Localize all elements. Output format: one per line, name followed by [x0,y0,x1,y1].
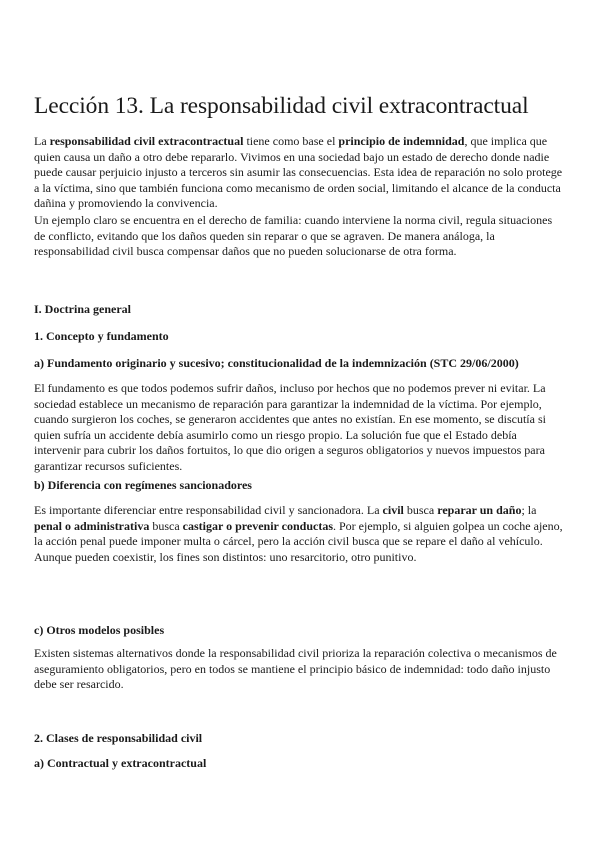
page-title: Lección 13. La responsabilidad civil extracontractual [34,93,529,119]
bold-term: responsabilidad civil extracontractual [49,134,244,148]
text-run: ; la [521,503,537,517]
text-run: busca [403,503,438,517]
subsubsection-heading: b) Diferencia con regímenes sancionadores [34,478,252,492]
bold-term: reparar un daño [437,503,522,517]
bold-term: civil [382,503,404,517]
section-heading: I. Doctrina general [34,302,131,316]
text-run: La [34,134,50,148]
paragraph-otros-modelos: Existen sistemas alternativos donde la responsabilidad civil prioriza la reparación colectiva o mecanismos de aseguramiento obligatorios, pero en todos se mantiene el principio básico de indemnidad: todo daño injusto debe ser resarcido. [34,646,557,691]
bold-term: penal o administrativa [34,518,150,533]
text-run: tiene como base el [243,134,339,148]
text-run: busca [149,518,183,533]
bold-term: castigar o prevenir conductas [182,518,333,533]
subsection-heading: 1. Concepto y fundamento [34,329,169,343]
paragraph-diferencia [34,503,564,565]
bold-term: principio de indemnidad [338,134,465,148]
intro-paragraph-2: Un ejemplo claro se encuentra en el derecho de familia: cuando interviene la norma civil, regula situaciones de conflicto, evitando que los daños queden sin reparar o que se agraven. De manera análoga, la responsabilidad civil busca compensar daños que no pueden solucionarse de otra forma. [34,213,553,258]
paragraph-fundamento: El fundamento es que todos podemos sufrir daños, incluso por hechos que no podemos prever ni evitar. La sociedad establece un mecanismo de reparación para garantizar la indemnidad de la víctima. Por ejemplo, cuando surgieron los coches, se generaron accidentes que antes no existían. En ese momento, se discutía si quien sufría un accidente debía asumirlo como un riesgo propio. La solución fue que el Estado debía intervenir para cubrir los daños fortuitos, lo que dio origen a seguros obligatorios y nuevos impuestos para garantizar recursos suficientes. [34,381,546,473]
text-run: , que implica que quien causa un daño a otro debe repararlo. Vivimos en una sociedad bajo un estado de derecho donde nadie puede causar perjuicio injusto a terceros sin asumir las consecuencias. Esta idea de reparación no solo protege a la víctima, sino que también funciona como mecanismo de orden social, limitando el alcance de la conducta dañina y promoviendo la convivencia. [34,134,563,210]
intro-paragraph-1 [34,134,564,212]
text-run: Es importante diferenciar entre responsabilidad civil y sancionadora. La [34,503,383,517]
text-run: . Por ejemplo, si alguien golpea un coche ajeno, la acción penal puede imponer multa o cárcel, pero la acción civil busca que se repare el daño al vehículo. Aunque pueden coexistir, los fines son distintos: uno resarcitorio, otro punitivo. [34,518,563,564]
subsubsection-heading: a) Contractual y extracontractual [34,756,207,770]
subsubsection-heading: a) Fundamento originario y sucesivo; constitucionalidad de la indemnización (STC 29/06/2000) [34,356,519,370]
subsection-heading: 2. Clases de responsabilidad civil [34,731,203,745]
subsubsection-heading: c) Otros modelos posibles [34,623,165,637]
